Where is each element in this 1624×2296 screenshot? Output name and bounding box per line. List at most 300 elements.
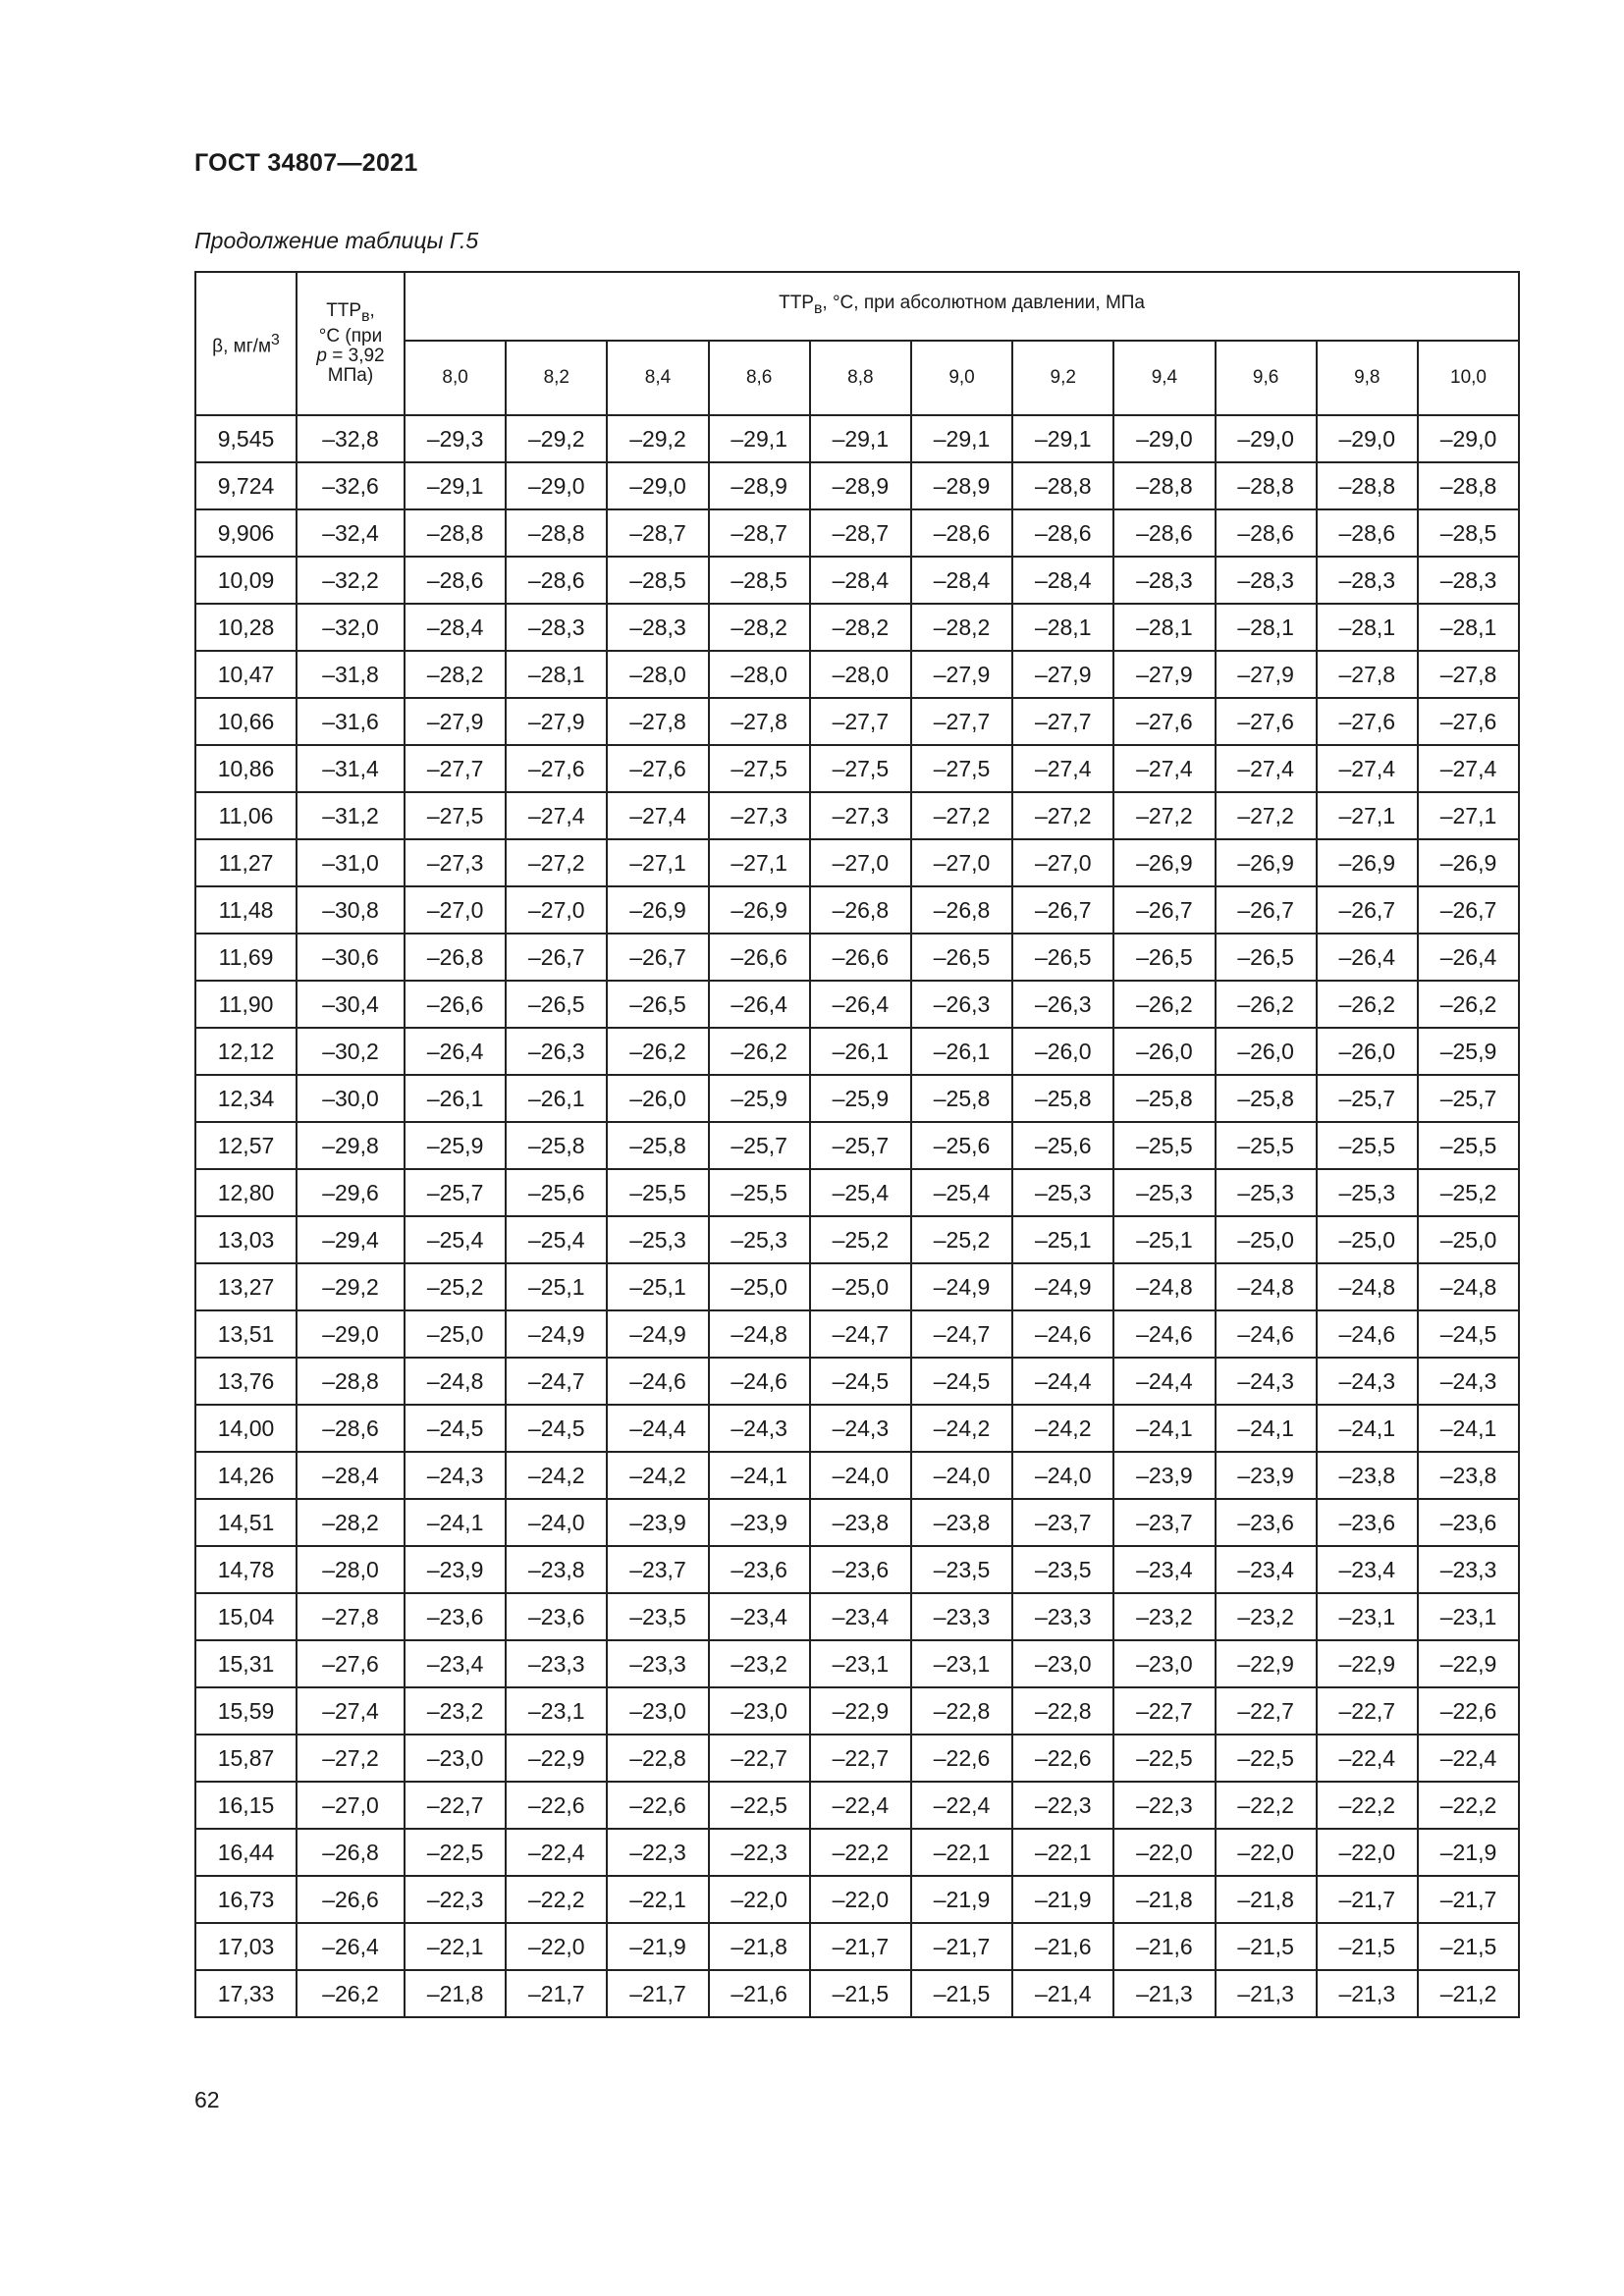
ttr-cell: –27,5 (405, 792, 506, 839)
ttr-cell: –22,6 (506, 1782, 607, 1829)
ttr-cell: –26,9 (709, 886, 810, 934)
ttr-cell: –23,0 (1113, 1640, 1215, 1687)
ttr-cell: –25,8 (1012, 1075, 1113, 1122)
ttr-ref-cell: –26,6 (297, 1876, 405, 1923)
ttr-cell: –22,1 (405, 1923, 506, 1970)
ttr-cell: –24,4 (1012, 1358, 1113, 1405)
beta-cell: 15,59 (195, 1687, 297, 1735)
ttr-cell: –22,3 (607, 1829, 708, 1876)
table-row (195, 981, 1519, 1028)
group-rest: , °С, при абсолютном давлении, МПа (822, 293, 1146, 314)
ttr-cell: –23,9 (1113, 1452, 1215, 1499)
ttr-ref-cell: –28,2 (297, 1499, 405, 1546)
ttr-cell: –23,4 (709, 1593, 810, 1640)
beta-cell: 11,48 (195, 886, 297, 934)
pressure-header-cell: 9,6 (1216, 341, 1317, 415)
beta-cell: 10,47 (195, 651, 297, 698)
pressure-header-cell: 8,0 (405, 341, 506, 415)
ttr-cell: –21,5 (1418, 1923, 1519, 1970)
ttr-cell: –21,5 (1216, 1923, 1317, 1970)
ttr-cell: –28,4 (405, 604, 506, 651)
ttr-cell: –26,0 (1012, 1028, 1113, 1075)
ttr-cell: –21,6 (1113, 1923, 1215, 1970)
ttr-cell: –21,9 (607, 1923, 708, 1970)
ttr-cell: –29,0 (1418, 415, 1519, 462)
ttr-cell: –24,6 (607, 1358, 708, 1405)
ttr-cell: –23,2 (1113, 1593, 1215, 1640)
ttr-cell: –28,5 (709, 557, 810, 604)
ttr-cell: –22,2 (1317, 1782, 1418, 1829)
ttr-cell: –25,1 (1113, 1216, 1215, 1263)
ttr-cell: –22,0 (1317, 1829, 1418, 1876)
ttr-cell: –23,8 (1418, 1452, 1519, 1499)
ttr-cell: –22,6 (607, 1782, 708, 1829)
ttr-cell: –28,9 (911, 462, 1012, 509)
ttr-cell: –24,5 (506, 1405, 607, 1452)
ttr-ref-cell: –27,4 (297, 1687, 405, 1735)
ttr-cell: –22,9 (810, 1687, 911, 1735)
ttr-cell: –27,6 (1317, 698, 1418, 745)
ttr-ref-cell: –26,2 (297, 1970, 405, 2017)
ttr-cell: –26,6 (709, 934, 810, 981)
ttr-cell: –22,2 (810, 1829, 911, 1876)
ttr-cell: –28,7 (607, 509, 708, 557)
ttr-cell: –23,8 (1317, 1452, 1418, 1499)
ttr-cell: –25,8 (911, 1075, 1012, 1122)
ttr-cell: –26,9 (607, 886, 708, 934)
ttr-cell: –25,9 (709, 1075, 810, 1122)
ttr-ref-p: р (316, 345, 327, 366)
ttr-ref-cell: –27,8 (297, 1593, 405, 1640)
ttr-ref-cell: –32,0 (297, 604, 405, 651)
ttr-cell: –24,6 (1216, 1310, 1317, 1358)
ttr-cell: –25,3 (1012, 1169, 1113, 1216)
ttr-cell: –28,1 (1317, 604, 1418, 651)
ttr-cell: –28,5 (1418, 509, 1519, 557)
ttr-cell: –26,3 (1012, 981, 1113, 1028)
table-row (195, 698, 1519, 745)
ttr-cell: –24,4 (607, 1405, 708, 1452)
table-row (195, 1216, 1519, 1263)
ttr-cell: –24,7 (506, 1358, 607, 1405)
ttr-cell: –23,6 (1317, 1499, 1418, 1546)
beta-cell: 15,87 (195, 1735, 297, 1782)
ttr-cell: –23,2 (1216, 1593, 1317, 1640)
ttr-cell: –26,5 (1216, 934, 1317, 981)
ttr-cell: –27,5 (709, 745, 810, 792)
ttr-cell: –27,3 (810, 792, 911, 839)
ttr-cell: –24,0 (810, 1452, 911, 1499)
table-row (195, 1687, 1519, 1735)
ttr-cell: –27,1 (607, 839, 708, 886)
ttr-cell: –25,3 (1216, 1169, 1317, 1216)
ttr-cell: –22,7 (1113, 1687, 1215, 1735)
ttr-cell: –24,2 (1012, 1405, 1113, 1452)
ttr-cell: –23,9 (607, 1499, 708, 1546)
beta-cell: 10,66 (195, 698, 297, 745)
ttr-cell: –28,3 (1418, 557, 1519, 604)
ttr-cell: –24,6 (1012, 1310, 1113, 1358)
ttr-cell: –22,3 (1113, 1782, 1215, 1829)
ttr-cell: –26,4 (405, 1028, 506, 1075)
ttr-cell: –24,2 (506, 1452, 607, 1499)
ttr-cell: –29,0 (1317, 415, 1418, 462)
beta-unit: , мг/м (223, 336, 272, 357)
table-row (195, 1405, 1519, 1452)
ttr-cell: –25,2 (405, 1263, 506, 1310)
ttr-cell: –24,6 (1113, 1310, 1215, 1358)
ttr-cell: –28,6 (1216, 509, 1317, 557)
ttr-cell: –23,5 (911, 1546, 1012, 1593)
ttr-cell: –26,1 (810, 1028, 911, 1075)
table-row (195, 1499, 1519, 1546)
ttr-cell: –24,1 (1317, 1405, 1418, 1452)
ttr-cell: –21,7 (506, 1970, 607, 2017)
ttr-cell: –27,4 (1317, 745, 1418, 792)
ttr-ref-cell: –26,8 (297, 1829, 405, 1876)
ttr-cell: –24,1 (405, 1499, 506, 1546)
ttr-cell: –23,7 (607, 1546, 708, 1593)
ttr-cell: –24,2 (911, 1405, 1012, 1452)
ttr-cell: –25,8 (607, 1122, 708, 1169)
ttr-cell: –25,0 (1317, 1216, 1418, 1263)
ttr-cell: –26,9 (1113, 839, 1215, 886)
ttr-cell: –22,8 (607, 1735, 708, 1782)
table-row (195, 1263, 1519, 1310)
ttr-ref-cell: –32,6 (297, 462, 405, 509)
ttr-cell: –28,9 (810, 462, 911, 509)
ttr-cell: –29,0 (607, 462, 708, 509)
ttr-cell: –22,7 (405, 1782, 506, 1829)
ttr-cell: –22,7 (810, 1735, 911, 1782)
beta-header (195, 272, 297, 415)
ttr-ref-header (297, 272, 405, 415)
table-row (195, 1782, 1519, 1829)
ttr-cell: –27,1 (709, 839, 810, 886)
beta-cell: 12,57 (195, 1122, 297, 1169)
ttr-cell: –22,1 (607, 1876, 708, 1923)
table-row (195, 1970, 1519, 2017)
ttr-ref-line4: МПа) (327, 364, 374, 386)
ttr-cell: –21,7 (1317, 1876, 1418, 1923)
ttr-cell: –22,4 (1317, 1735, 1418, 1782)
ttr-cell: –24,3 (709, 1405, 810, 1452)
ttr-cell: –24,5 (911, 1358, 1012, 1405)
ttr-cell: –27,4 (607, 792, 708, 839)
ttr-cell: –23,6 (506, 1593, 607, 1640)
ttr-cell: –26,5 (607, 981, 708, 1028)
ttr-cell: –25,0 (405, 1310, 506, 1358)
ttr-cell: –28,1 (1012, 604, 1113, 651)
ttr-cell: –22,7 (709, 1735, 810, 1782)
ttr-cell: –27,4 (1216, 745, 1317, 792)
ttr-cell: –25,4 (405, 1216, 506, 1263)
beta-cell: 9,906 (195, 509, 297, 557)
group-sub: в (813, 299, 823, 317)
ttr-cell: –29,2 (607, 415, 708, 462)
document-id: ГОСТ 34807—2021 (194, 149, 418, 177)
ttr-cell: –24,1 (1216, 1405, 1317, 1452)
ttr-cell: –22,7 (1216, 1687, 1317, 1735)
ttr-cell: –28,8 (405, 509, 506, 557)
ttr-cell: –23,3 (1418, 1546, 1519, 1593)
ttr-cell: –23,6 (1216, 1499, 1317, 1546)
ttr-cell: –28,1 (506, 651, 607, 698)
beta-cell: 14,00 (195, 1405, 297, 1452)
ttr-cell: –25,0 (1216, 1216, 1317, 1263)
ttr-cell: –24,1 (1418, 1405, 1519, 1452)
ttr-cell: –25,4 (506, 1216, 607, 1263)
pressure-header-cell: 8,4 (607, 341, 708, 415)
beta-cell: 16,44 (195, 1829, 297, 1876)
ttr-cell: –28,6 (405, 557, 506, 604)
ttr-cell: –28,1 (1418, 604, 1519, 651)
ttr-cell: –25,0 (1418, 1216, 1519, 1263)
page-number: 62 (194, 2087, 220, 2112)
ttr-cell: –25,0 (810, 1263, 911, 1310)
ttr-ref-cell: –29,0 (297, 1310, 405, 1358)
ttr-cell: –23,5 (1012, 1546, 1113, 1593)
ttr-cell: –26,6 (405, 981, 506, 1028)
ttr-cell: –22,4 (810, 1782, 911, 1829)
beta-cell: 12,80 (195, 1169, 297, 1216)
table-row (195, 509, 1519, 557)
ttr-cell: –27,9 (1216, 651, 1317, 698)
ttr-cell: –26,2 (1418, 981, 1519, 1028)
ttr-cell: –27,6 (1113, 698, 1215, 745)
ttr-cell: –25,7 (810, 1122, 911, 1169)
ttr-cell: –22,5 (1113, 1735, 1215, 1782)
beta-cell: 10,09 (195, 557, 297, 604)
ttr-cell: –22,4 (506, 1829, 607, 1876)
ttr-cell: –22,7 (1317, 1687, 1418, 1735)
ttr-cell: –23,3 (506, 1640, 607, 1687)
ttr-cell: –22,5 (405, 1829, 506, 1876)
ttr-cell: –26,1 (506, 1075, 607, 1122)
ttr-cell: –22,0 (709, 1876, 810, 1923)
ttr-cell: –26,3 (911, 981, 1012, 1028)
ttr-cell: –22,4 (1418, 1735, 1519, 1782)
ttr-cell: –24,5 (1418, 1310, 1519, 1358)
ttr-cell: –21,7 (911, 1923, 1012, 1970)
ttr-cell: –24,9 (911, 1263, 1012, 1310)
ttr-cell: –24,8 (1418, 1263, 1519, 1310)
ttr-cell: –23,8 (506, 1546, 607, 1593)
ttr-cell: –27,8 (1418, 651, 1519, 698)
ttr-cell: –23,9 (1216, 1452, 1317, 1499)
ttr-cell: –27,0 (1012, 839, 1113, 886)
table-row (195, 651, 1519, 698)
ttr-cell: –22,4 (911, 1782, 1012, 1829)
ttr-ref-cell: –26,4 (297, 1923, 405, 1970)
pressure-header-cell: 9,0 (911, 341, 1012, 415)
ttr-cell: –21,6 (709, 1970, 810, 2017)
ttr-cell: –23,6 (405, 1593, 506, 1640)
ttr-cell: –26,2 (1317, 981, 1418, 1028)
beta-cell: 11,90 (195, 981, 297, 1028)
ttr-cell: –23,8 (911, 1499, 1012, 1546)
ttr-cell: –27,6 (506, 745, 607, 792)
ttr-cell: –22,3 (1012, 1782, 1113, 1829)
ttr-cell: –27,9 (1113, 651, 1215, 698)
ttr-ref-cell: –32,8 (297, 415, 405, 462)
ttr-cell: –27,5 (911, 745, 1012, 792)
ttr-cell: –27,4 (1113, 745, 1215, 792)
beta-cell: 10,86 (195, 745, 297, 792)
ttr-cell: –24,9 (506, 1310, 607, 1358)
ttr-ref-cell: –32,4 (297, 509, 405, 557)
table-row (195, 792, 1519, 839)
header-row-1 (195, 272, 1519, 341)
ttr-cell: –21,3 (1317, 1970, 1418, 2017)
ttr-cell: –27,2 (911, 792, 1012, 839)
table-row (195, 839, 1519, 886)
table-row (195, 1122, 1519, 1169)
beta-cell: 13,51 (195, 1310, 297, 1358)
ttr-cell: –28,3 (607, 604, 708, 651)
ttr-cell: –27,9 (1012, 651, 1113, 698)
ttr-ref-cell: –27,2 (297, 1735, 405, 1782)
ttr-cell: –28,0 (810, 651, 911, 698)
ttr-cell: –26,7 (1418, 886, 1519, 934)
ttr-cell: –24,3 (1317, 1358, 1418, 1405)
pressure-header-cell: 8,2 (506, 341, 607, 415)
ttr-cell: –26,4 (709, 981, 810, 1028)
ttr-cell: –25,5 (1317, 1122, 1418, 1169)
ttr-cell: –23,3 (911, 1593, 1012, 1640)
ttr-cell: –24,8 (1317, 1263, 1418, 1310)
ttr-cell: –23,6 (709, 1546, 810, 1593)
ttr-cell: –23,9 (405, 1546, 506, 1593)
ttr-cell: –29,0 (1113, 415, 1215, 462)
beta-cell: 14,26 (195, 1452, 297, 1499)
ttr-cell: –22,3 (709, 1829, 810, 1876)
ttr-cell: –27,0 (810, 839, 911, 886)
ttr-cell: –28,8 (1012, 462, 1113, 509)
ttr-cell: –26,0 (1216, 1028, 1317, 1075)
ttr-cell: –23,0 (607, 1687, 708, 1735)
ttr-cell: –23,0 (709, 1687, 810, 1735)
ttr-cell: –22,9 (1418, 1640, 1519, 1687)
ttr-cell: –21,9 (1012, 1876, 1113, 1923)
ttr-cell: –24,5 (405, 1405, 506, 1452)
ttr-cell: –24,3 (810, 1405, 911, 1452)
table-row (195, 1028, 1519, 1075)
ttr-cell: –21,5 (1317, 1923, 1418, 1970)
ttr-cell: –28,3 (1317, 557, 1418, 604)
ttr-cell: –21,8 (1216, 1876, 1317, 1923)
ttr-cell: –25,4 (911, 1169, 1012, 1216)
ttr-cell: –24,7 (911, 1310, 1012, 1358)
table-row (195, 1452, 1519, 1499)
ttr-cell: –21,8 (709, 1923, 810, 1970)
ttr-cell: –26,8 (810, 886, 911, 934)
ttr-cell: –21,7 (607, 1970, 708, 2017)
beta-cell: 16,15 (195, 1782, 297, 1829)
ttr-ref-cell: –29,2 (297, 1263, 405, 1310)
ttr-cell: –23,1 (911, 1640, 1012, 1687)
ttr-cell: –28,2 (911, 604, 1012, 651)
table-row (195, 1923, 1519, 1970)
ttr-cell: –29,1 (709, 415, 810, 462)
ttr-ref-cell: –28,4 (297, 1452, 405, 1499)
table-row (195, 934, 1519, 981)
ttr-cell: –27,5 (810, 745, 911, 792)
beta-cell: 12,12 (195, 1028, 297, 1075)
ttr-cell: –23,7 (1113, 1499, 1215, 1546)
ttr-cell: –22,8 (911, 1687, 1012, 1735)
beta-cell: 9,724 (195, 462, 297, 509)
ttr-cell: –25,5 (607, 1169, 708, 1216)
ttr-cell: –26,4 (810, 981, 911, 1028)
ttr-cell: –28,4 (1012, 557, 1113, 604)
beta-cell: 11,06 (195, 792, 297, 839)
ttr-cell: –22,1 (1012, 1829, 1113, 1876)
beta-symbol: β (212, 336, 224, 357)
ttr-ref-cell: –28,0 (297, 1546, 405, 1593)
ttr-cell: –24,0 (1012, 1452, 1113, 1499)
ttr-cell: –23,6 (810, 1546, 911, 1593)
ttr-cell: –28,4 (911, 557, 1012, 604)
ttr-cell: –24,3 (405, 1452, 506, 1499)
ttr-cell: –25,3 (1317, 1169, 1418, 1216)
ttr-cell: –24,6 (1317, 1310, 1418, 1358)
ttr-cell: –22,9 (506, 1735, 607, 1782)
ttr-cell: –27,4 (1418, 745, 1519, 792)
ttr-cell: –24,3 (1418, 1358, 1519, 1405)
table-row (195, 415, 1519, 462)
ttr-cell: –24,3 (1216, 1358, 1317, 1405)
beta-cell: 17,03 (195, 1923, 297, 1970)
ttr-cell: –25,4 (810, 1169, 911, 1216)
ttr-cell: –24,1 (1113, 1405, 1215, 1452)
pressure-header-cell: 9,4 (1113, 341, 1215, 415)
ttr-cell: –26,2 (709, 1028, 810, 1075)
ttr-ref-p-value: = 3,92 (326, 345, 385, 366)
table-row (195, 1310, 1519, 1358)
beta-cell: 11,69 (195, 934, 297, 981)
ttr-cell: –23,1 (506, 1687, 607, 1735)
ttr-ref-cell: –30,6 (297, 934, 405, 981)
ttr-ref-line3 (298, 347, 404, 366)
ttr-cell: –27,0 (405, 886, 506, 934)
ttr-cell: –23,0 (1012, 1640, 1113, 1687)
pressure-header-cell: 10,0 (1418, 341, 1519, 415)
ttr-ref-cell: –32,2 (297, 557, 405, 604)
ttr-cell: –23,0 (405, 1735, 506, 1782)
ttr-cell: –24,9 (1012, 1263, 1113, 1310)
ttr-cell: –26,2 (607, 1028, 708, 1075)
ttr-cell: –23,3 (607, 1640, 708, 1687)
ttr-cell: –21,4 (1012, 1970, 1113, 2017)
ttr-cell: –28,1 (1216, 604, 1317, 651)
ttr-cell: –26,1 (911, 1028, 1012, 1075)
ttr-cell: –24,7 (810, 1310, 911, 1358)
ttr-cell: –27,8 (1317, 651, 1418, 698)
ttr-cell: –26,9 (1418, 839, 1519, 886)
ttr-cell: –27,2 (1216, 792, 1317, 839)
ttr-cell: –21,8 (1113, 1876, 1215, 1923)
beta-cell: 10,28 (195, 604, 297, 651)
ttr-cell: –23,4 (810, 1593, 911, 1640)
ttr-cell: –24,5 (810, 1358, 911, 1405)
table-row (195, 886, 1519, 934)
ttr-ref-cell: –28,6 (297, 1405, 405, 1452)
table-row (195, 1169, 1519, 1216)
ttr-cell: –23,5 (607, 1593, 708, 1640)
ttr-cell: –26,0 (1317, 1028, 1418, 1075)
ttr-ref-sub: в (361, 307, 370, 325)
